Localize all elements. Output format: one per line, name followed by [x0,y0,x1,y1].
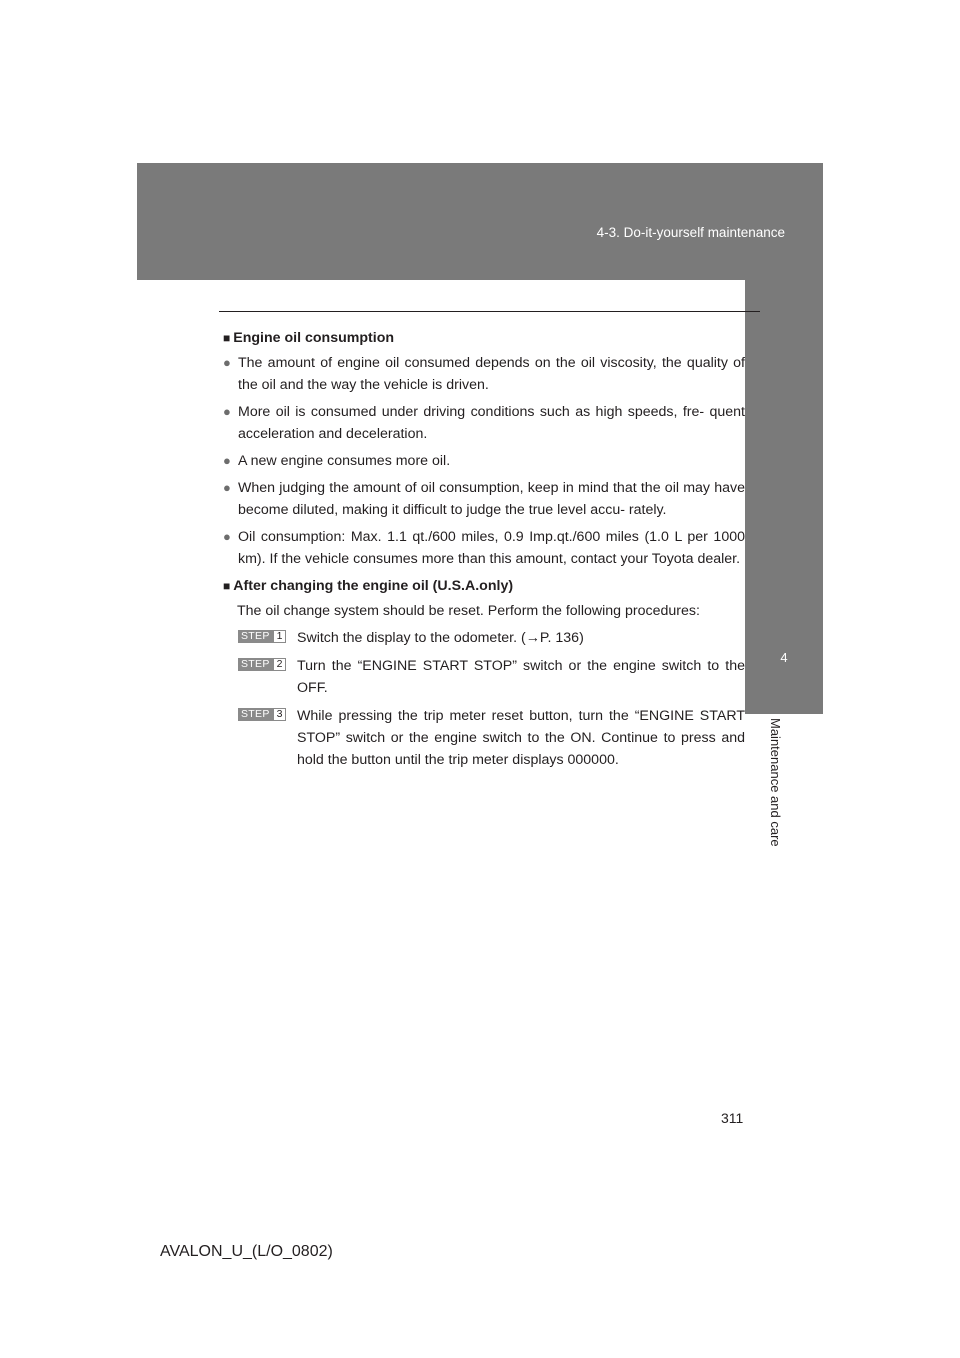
list-item: ● When judging the amount of oil consumption, keep in mind that the oil may have become diluted, making it difficult to judge the true level accu- rately. [223,477,745,521]
step-badge: STEP 3 [238,708,286,721]
side-tab [745,280,823,698]
step-badge: STEP 2 [238,658,286,671]
chapter-label: Maintenance and care [768,718,783,847]
header-band [137,163,823,280]
round-bullet-icon: ● [223,355,231,370]
round-bullet-icon: ● [223,453,231,468]
step-badge: STEP 1 [238,630,286,643]
round-bullet-icon: ● [223,529,231,544]
round-bullet-icon: ● [223,480,231,495]
round-bullet-icon: ● [223,404,231,419]
section-heading-oil-consumption: ■ Engine oil consumption [223,330,395,346]
document-code: AVALON_U_(L/O_0802) [160,1243,333,1260]
chapter-number: 4 [780,650,788,665]
page-number: 311 [721,1110,744,1126]
divider-rule [219,311,760,312]
list-item: ● The amount of engine oil consumed depends on the oil viscosity, the quality of the oil and the way the vehicle is driven. [223,352,745,396]
step-text: Switch the display to the odometer. (→P. 136) [297,630,584,646]
square-bullet-icon: ■ [223,331,231,345]
section-heading-oil-change: ■ After changing the engine oil (U.S.A.only) [223,578,514,594]
list-item: ● More oil is consumed under driving conditions such as high speeds, fre- quent acceleration and deceleration. [223,401,745,445]
step-item [223,705,745,771]
section-title: 4-3. Do-it-yourself maintenance [596,225,785,240]
step-item [223,627,745,649]
page-content [223,327,745,777]
chapter-box [745,644,823,714]
step-text: Turn the “ENGINE START STOP” switch or the engine switch to the OFF. [297,658,745,696]
square-bullet-icon: ■ [223,579,231,593]
step-text: While pressing the trip meter reset button, turn the “ENGINE START STOP” switch or the engine switch to the ON. Continue to press and hold the button until the trip meter displays 000000. [297,708,745,768]
step-item [223,655,745,699]
list-item: ● A new engine consumes more oil. [223,450,745,472]
section-intro: The oil change system should be reset. Perform the following procedures: [237,603,700,619]
list-item: ● Oil consumption: Max. 1.1 qt./600 miles, 0.9 Imp.qt./600 miles (1.0 L per 1000 km). If the vehicle consumes more than this amount, contact your Toyota dealer. [223,526,745,570]
